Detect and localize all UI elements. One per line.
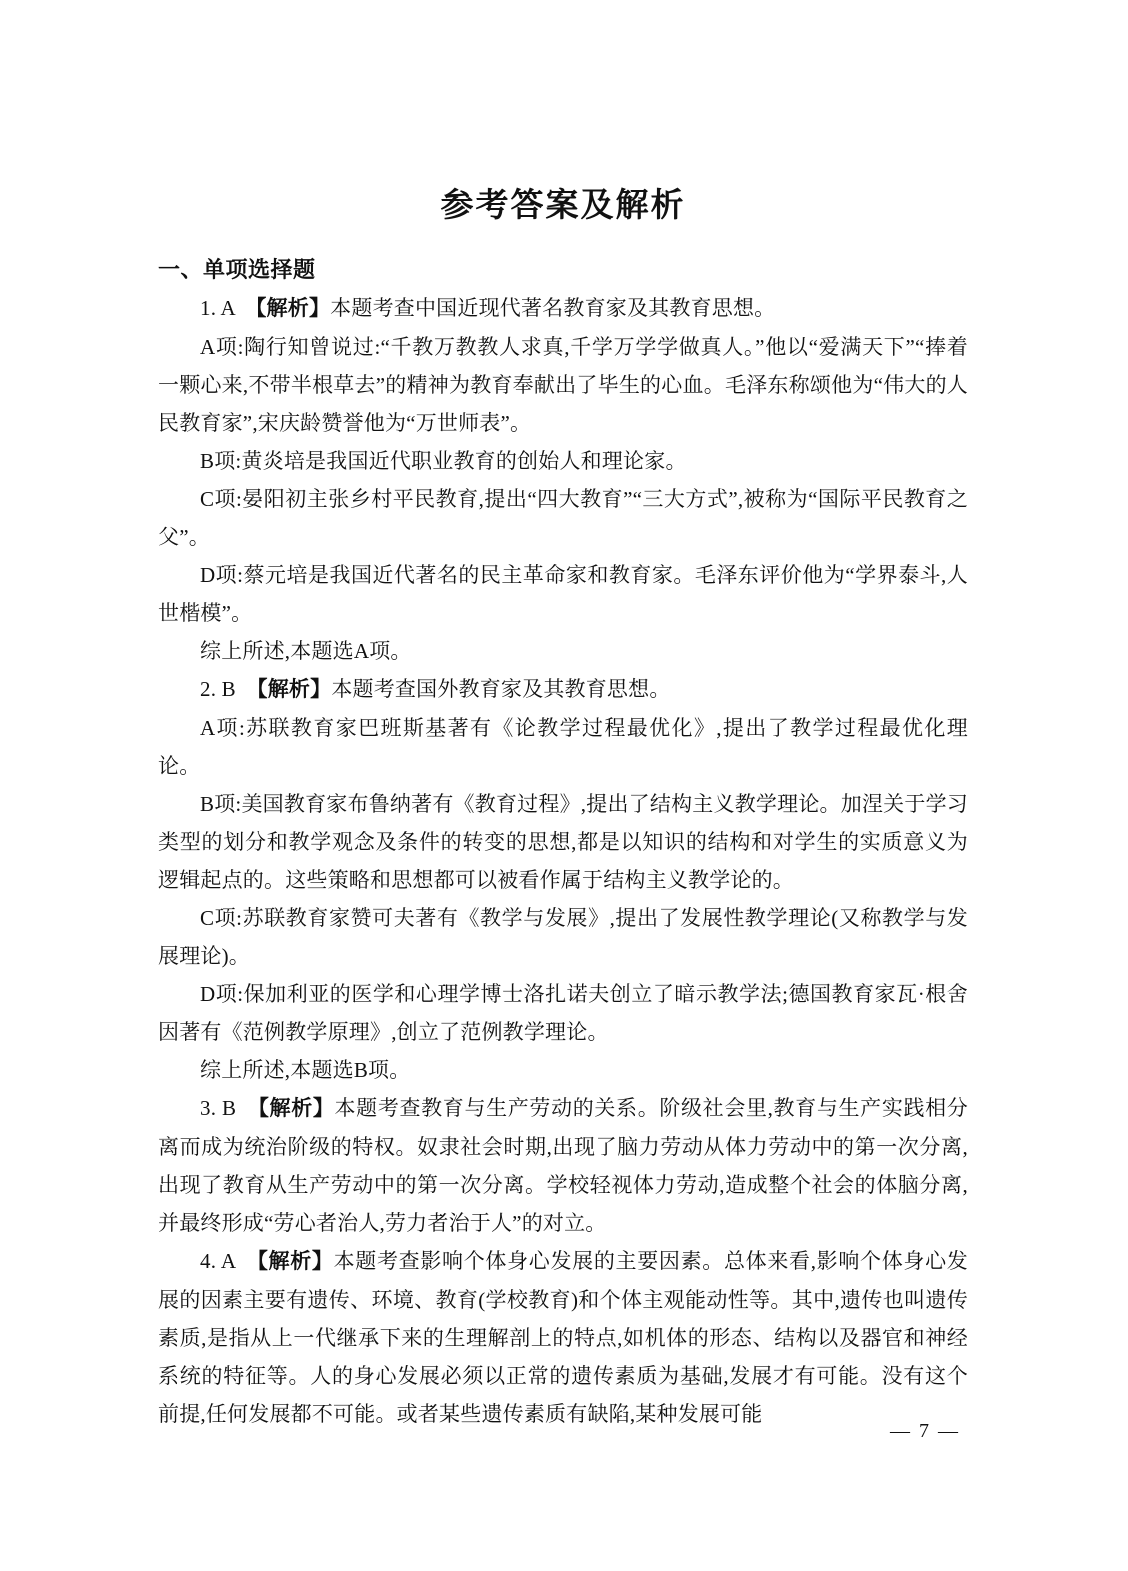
paragraph-text: 综上所述,本题选B项。: [200, 1058, 411, 1082]
paragraph: [158, 975, 968, 1051]
paragraph-text: 本题考查国外教育家及其教育思想。: [331, 677, 671, 701]
paragraph-text: 本题考查影响个体身心发展的主要因素。总体来看,影响个体身心发展的因素主要有遗传、环境、教育(学校教育)和个体主观能动性等。其中,遗传也叫遗传素质,是指从上一代继承下来的生理解剖上的特点,如机体的形态、结构以及器官和神经系统的特征等。人的身心发展必须以正常的遗传素质为基础,发展才有可能。没有这个前提,任何发展都不可能。或者某些遗传素质有缺陷,某种发展可能: [158, 1249, 969, 1426]
paragraph-text: 综上所述,本题选A项。: [200, 639, 412, 663]
paragraph-text: 2. B: [200, 677, 258, 701]
paragraph-text: C项:晏阳初主张乡村平民教育,提出“四大教育”“三大方式”,被称为“国际平民教育之父”。: [158, 487, 968, 549]
paragraph: [158, 328, 968, 442]
paragraph: [158, 556, 968, 632]
paragraph: [158, 899, 968, 975]
paragraph-text: D项:保加利亚的医学和心理学博士洛扎诺夫创立了暗示教学法;德国教育家瓦·根舍因著有《范例教学原理》,创立了范例教学理论。: [158, 982, 968, 1044]
answer-paragraphs: [158, 289, 968, 1433]
paragraph: [158, 632, 968, 670]
paragraph-text: A项:苏联教育家巴班斯基著有《论教学过程最优化》,提出了教学过程最优化理论。: [158, 716, 968, 778]
paragraph: [158, 442, 968, 480]
paragraph: [158, 1089, 968, 1242]
paragraph: [158, 1242, 968, 1433]
paragraph-text: A项:陶行知曾说过:“千教万教教人求真,千学万学学做真人。”他以“爱满天下”“捧着一颗心来,不带半根草去”的精神为教育奉献出了毕生的心血。毛泽东称颂他为“伟大的人民教育家”,宋庆龄赞誉他为“万世师表”。: [158, 335, 968, 435]
paragraph-text: 3. B: [200, 1096, 259, 1120]
page-content: [158, 183, 968, 1433]
paragraph-text: 4. A: [200, 1249, 258, 1273]
analysis-marker: 【解析】: [255, 297, 331, 320]
paragraph: [158, 1051, 968, 1089]
paragraph-text: B项:美国教育家布鲁纳著有《教育过程》,提出了结构主义教学理论。加涅关于学习类型的划分和教学观念及条件的转变的思想,都是以知识的结构和对学生的实质意义为逻辑起点的。这些策略和思想都可以被看作属于结构主义教学论的。: [158, 792, 968, 892]
analysis-marker: 【解析】: [257, 678, 332, 701]
paragraph: [158, 289, 968, 328]
page-title: 参考答案及解析: [440, 186, 686, 223]
paragraph-text: C项:苏联教育家赞可夫著有《教学与发展》,提出了发展性教学理论(又称教学与发展理论)。: [158, 906, 968, 968]
paragraph-text: 1. A: [200, 296, 256, 320]
paragraph: [158, 709, 968, 785]
paragraph-text: 本题考查中国近现代著名教育家及其教育思想。: [330, 296, 776, 320]
paragraph-text: B项:黄炎培是我国近代职业教育的创始人和理论家。: [200, 449, 687, 473]
analysis-marker: 【解析】: [257, 1250, 334, 1273]
paragraph-text: D项:蔡元培是我国近代著名的民主革命家和教育家。毛泽东评价他为“学界泰斗,人世楷模”。: [158, 563, 968, 625]
analysis-marker: 【解析】: [258, 1097, 335, 1120]
section-heading: 一、单项选择题: [158, 257, 316, 282]
paragraph: [158, 480, 968, 556]
paragraph-text: 本题考查教育与生产劳动的关系。阶级社会里,教育与生产实践相分离而成为统治阶级的特权。奴隶社会时期,出现了脑力劳动从体力劳动中的第一次分离,出现了教育从生产劳动中的第一次分离。学校轻视体力劳动,造成整个社会的体脑分离,并最终形成“劳心者治人,劳力者治于人”的对立。: [158, 1096, 968, 1235]
paragraph: [158, 785, 968, 899]
paragraph: [158, 670, 968, 709]
page-number: — 7 —: [890, 1420, 960, 1442]
